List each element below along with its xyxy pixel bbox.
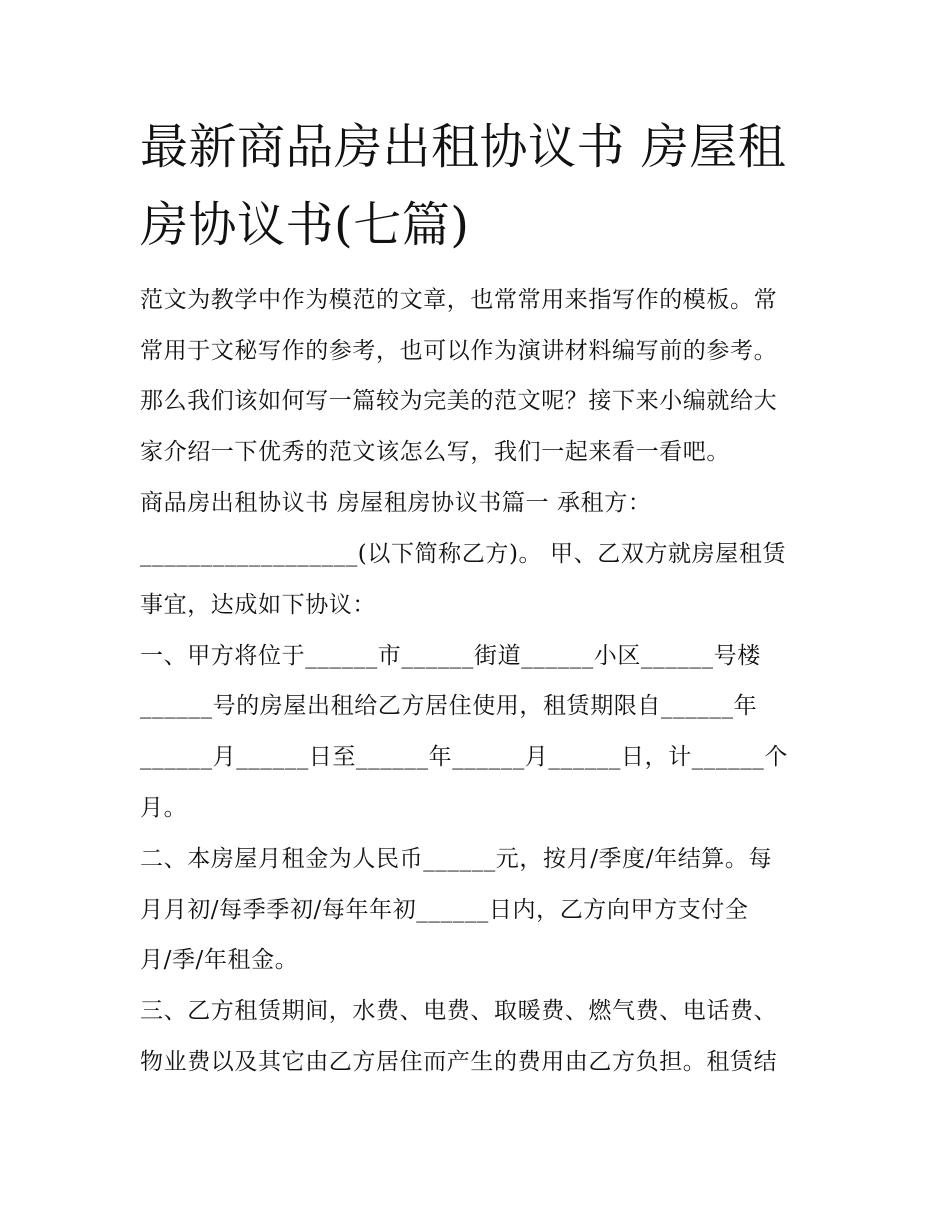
body-line: 月。 xyxy=(140,795,188,821)
body-line: 家介绍一下优秀的范文该怎么写，我们一起来看一看吧。 xyxy=(140,439,730,465)
body-line: 二、本房屋月租金为人民币______元，按月/季度/年结算。每 xyxy=(140,846,773,872)
body-line: 月/季/年租金。 xyxy=(140,947,299,973)
body-line: 事宜，达成如下协议： xyxy=(140,592,376,618)
body-line: 常用于文秘写作的参考，也可以作为演讲材料编写前的参考。 xyxy=(140,338,778,364)
body-line: 三、乙方租赁期间，水费、电费、取暖费、燃气费、电话费、 xyxy=(140,998,778,1024)
document-title-line-1: 最新商品房出租协议书 房屋租 xyxy=(140,119,787,175)
body-line: 商品房出租协议书 房屋租房协议书篇一 承租方： xyxy=(140,490,652,516)
body-line: __________________(以下简称乙方)。 甲、乙双方就房屋租赁 xyxy=(140,541,787,567)
body-line: 一、甲方将位于______市______街道______小区______号楼 xyxy=(140,643,761,669)
body-line: ______月______日至______年______月______日，计______个 xyxy=(140,744,788,770)
body-line: 范文为教学中作为模范的文章，也常常用来指写作的模板。常 xyxy=(140,287,778,313)
body-line: 月月初/每季季初/每年年初______日内，乙方向甲方支付全 xyxy=(140,897,749,923)
body-line: 那么我们该如何写一篇较为完美的范文呢？接下来小编就给大 xyxy=(140,388,778,414)
body-line: ______号的房屋出租给乙方居住使用，租赁期限自______年 xyxy=(140,693,758,719)
body-line: 物业费以及其它由乙方居住而产生的费用由乙方负担。租赁结 xyxy=(140,1049,778,1075)
document-title-line-2: 房协议书(七篇) xyxy=(140,197,470,253)
